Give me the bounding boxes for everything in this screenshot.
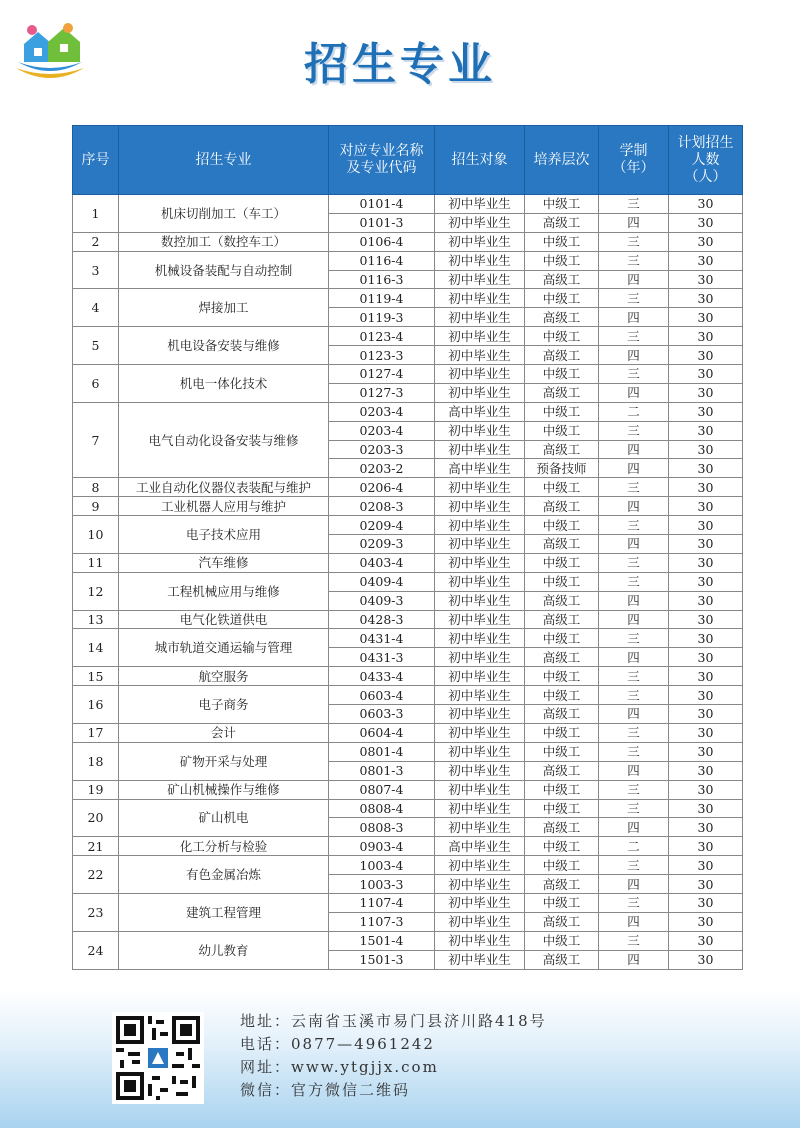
enroll-target: 初中毕业生 [435, 875, 525, 894]
planned-quota: 30 [669, 705, 743, 724]
training-level: 高级工 [525, 912, 599, 931]
training-level: 中级工 [525, 232, 599, 251]
major-code: 0123-4 [329, 327, 435, 346]
planned-quota: 30 [669, 686, 743, 705]
enroll-target: 初中毕业生 [435, 950, 525, 969]
planned-quota: 30 [669, 553, 743, 572]
planned-quota: 30 [669, 856, 743, 875]
table-row [73, 723, 743, 742]
planned-quota: 30 [669, 667, 743, 686]
wechat-text: 微信：官方微信二维码 [240, 1081, 411, 1099]
enroll-target: 初中毕业生 [435, 346, 525, 365]
row-number: 24 [73, 931, 119, 969]
major-code: 0603-3 [329, 705, 435, 724]
planned-quota: 30 [669, 931, 743, 950]
page-title: 招生专业 [304, 39, 496, 90]
study-years: 三 [599, 195, 669, 214]
training-level: 中级工 [525, 780, 599, 799]
major-code: 0209-3 [329, 535, 435, 554]
enroll-target: 初中毕业生 [435, 327, 525, 346]
enroll-target: 初中毕业生 [435, 742, 525, 761]
row-number: 23 [73, 893, 119, 931]
major-code: 0208-3 [329, 497, 435, 516]
table-row [73, 289, 743, 308]
major-name: 工业自动化仪器仪表装配与维护 [119, 478, 329, 497]
enroll-target: 初中毕业生 [435, 799, 525, 818]
major-name: 矿物开采与处理 [119, 742, 329, 780]
study-years: 二 [599, 402, 669, 421]
enroll-target: 初中毕业生 [435, 232, 525, 251]
planned-quota: 30 [669, 572, 743, 591]
study-years: 四 [599, 591, 669, 610]
training-level: 中级工 [525, 629, 599, 648]
table-row [73, 686, 743, 705]
training-level: 中级工 [525, 799, 599, 818]
major-code: 0203-2 [329, 459, 435, 478]
major-name: 建筑工程管理 [119, 893, 329, 931]
enroll-target: 初中毕业生 [435, 270, 525, 289]
major-code: 0203-3 [329, 440, 435, 459]
row-number: 13 [73, 610, 119, 629]
major-code: 0106-4 [329, 232, 435, 251]
table-row [73, 402, 743, 421]
planned-quota: 30 [669, 799, 743, 818]
table-row [73, 553, 743, 572]
planned-quota: 30 [669, 383, 743, 402]
table-body [73, 195, 743, 970]
major-code: 0433-4 [329, 667, 435, 686]
training-level: 高级工 [525, 648, 599, 667]
major-name: 工业机器人应用与维护 [119, 497, 329, 516]
row-number: 6 [73, 365, 119, 403]
header-quota: 计划招生 人数 （人） [669, 126, 743, 195]
major-name: 数控加工（数控车工） [119, 232, 329, 251]
row-number: 7 [73, 402, 119, 478]
training-level: 中级工 [525, 553, 599, 572]
major-code: 1107-4 [329, 893, 435, 912]
planned-quota: 30 [669, 893, 743, 912]
planned-quota: 30 [669, 742, 743, 761]
enroll-target: 初中毕业生 [435, 365, 525, 384]
enroll-target: 初中毕业生 [435, 497, 525, 516]
training-level: 中级工 [525, 478, 599, 497]
study-years: 四 [599, 383, 669, 402]
training-level: 预备技师 [525, 459, 599, 478]
planned-quota: 30 [669, 818, 743, 837]
table-row [73, 327, 743, 346]
table-row [73, 931, 743, 950]
major-name: 机床切削加工（车工） [119, 195, 329, 233]
header-target: 招生对象 [435, 126, 525, 195]
study-years: 三 [599, 723, 669, 742]
planned-quota: 30 [669, 478, 743, 497]
table-row [73, 516, 743, 535]
planned-quota: 30 [669, 780, 743, 799]
planned-quota: 30 [669, 629, 743, 648]
major-code: 0431-4 [329, 629, 435, 648]
study-years: 三 [599, 289, 669, 308]
study-years: 三 [599, 421, 669, 440]
study-years: 二 [599, 837, 669, 856]
study-years: 四 [599, 459, 669, 478]
major-code: 0801-3 [329, 761, 435, 780]
planned-quota: 30 [669, 723, 743, 742]
major-code: 0431-3 [329, 648, 435, 667]
major-name: 矿山机械操作与维修 [119, 780, 329, 799]
study-years: 四 [599, 705, 669, 724]
table-row [73, 629, 743, 648]
table-row [73, 780, 743, 799]
website-text[interactable]: 网址：www.ytgjjx.com [240, 1058, 439, 1076]
enroll-target: 初中毕业生 [435, 421, 525, 440]
study-years: 三 [599, 780, 669, 799]
row-number: 22 [73, 856, 119, 894]
header-level: 培养层次 [525, 126, 599, 195]
study-years: 三 [599, 251, 669, 270]
major-code: 0127-4 [329, 365, 435, 384]
enroll-target: 初中毕业生 [435, 516, 525, 535]
table-row [73, 667, 743, 686]
planned-quota: 30 [669, 516, 743, 535]
planned-quota: 30 [669, 289, 743, 308]
major-code: 0604-4 [329, 723, 435, 742]
planned-quota: 30 [669, 459, 743, 478]
study-years: 四 [599, 213, 669, 232]
major-code: 0101-3 [329, 213, 435, 232]
study-years: 三 [599, 365, 669, 384]
major-name: 城市轨道交通运输与管理 [119, 629, 329, 667]
major-code: 0203-4 [329, 421, 435, 440]
row-number: 11 [73, 553, 119, 572]
table-row [73, 856, 743, 875]
enroll-target: 初中毕业生 [435, 893, 525, 912]
major-code: 1501-3 [329, 950, 435, 969]
planned-quota: 30 [669, 440, 743, 459]
enroll-target: 初中毕业生 [435, 610, 525, 629]
major-code: 0123-3 [329, 346, 435, 365]
study-years: 三 [599, 553, 669, 572]
enroll-target: 初中毕业生 [435, 289, 525, 308]
major-name: 汽车维修 [119, 553, 329, 572]
training-level: 高级工 [525, 383, 599, 402]
planned-quota: 30 [669, 195, 743, 214]
row-number: 14 [73, 629, 119, 667]
address-text: 地址：云南省玉溪市易门县济川路418号 [240, 1012, 547, 1030]
enroll-target: 高中毕业生 [435, 402, 525, 421]
training-level: 中级工 [525, 365, 599, 384]
major-code: 1501-4 [329, 931, 435, 950]
major-code: 0409-4 [329, 572, 435, 591]
training-level: 中级工 [525, 856, 599, 875]
planned-quota: 30 [669, 327, 743, 346]
training-level: 中级工 [525, 572, 599, 591]
major-name: 焊接加工 [119, 289, 329, 327]
study-years: 三 [599, 893, 669, 912]
enroll-target: 初中毕业生 [435, 629, 525, 648]
planned-quota: 30 [669, 761, 743, 780]
major-code: 0807-4 [329, 780, 435, 799]
header-code: 对应专业名称 及专业代码 [329, 126, 435, 195]
enroll-target: 初中毕业生 [435, 478, 525, 497]
planned-quota: 30 [669, 346, 743, 365]
enroll-target: 初中毕业生 [435, 572, 525, 591]
training-level: 中级工 [525, 686, 599, 705]
wechat-qr-code [112, 1012, 204, 1104]
table-row [73, 365, 743, 384]
training-level: 高级工 [525, 761, 599, 780]
study-years: 三 [599, 667, 669, 686]
study-years: 四 [599, 912, 669, 931]
training-level: 中级工 [525, 289, 599, 308]
row-number: 1 [73, 195, 119, 233]
study-years: 四 [599, 497, 669, 516]
enroll-target: 初中毕业生 [435, 383, 525, 402]
major-code: 0119-3 [329, 308, 435, 327]
study-years: 四 [599, 440, 669, 459]
header-years: 学制 （年） [599, 126, 669, 195]
planned-quota: 30 [669, 497, 743, 516]
major-name: 电子技术应用 [119, 516, 329, 554]
row-number: 9 [73, 497, 119, 516]
study-years: 三 [599, 572, 669, 591]
planned-quota: 30 [669, 591, 743, 610]
row-number: 2 [73, 232, 119, 251]
table-row [73, 478, 743, 497]
major-name: 电气自动化设备安装与维修 [119, 402, 329, 478]
major-code: 1003-3 [329, 875, 435, 894]
enroll-target: 初中毕业生 [435, 761, 525, 780]
major-code: 0903-4 [329, 837, 435, 856]
enroll-target: 初中毕业生 [435, 591, 525, 610]
study-years: 四 [599, 535, 669, 554]
study-years: 四 [599, 818, 669, 837]
major-name: 会计 [119, 723, 329, 742]
enroll-target: 初中毕业生 [435, 440, 525, 459]
enroll-target: 初中毕业生 [435, 213, 525, 232]
study-years: 四 [599, 346, 669, 365]
major-code: 0808-3 [329, 818, 435, 837]
major-name: 工程机械应用与维修 [119, 572, 329, 610]
major-name: 有色金属冶炼 [119, 856, 329, 894]
major-code: 0116-3 [329, 270, 435, 289]
study-years: 四 [599, 610, 669, 629]
major-code: 0801-4 [329, 742, 435, 761]
row-number: 4 [73, 289, 119, 327]
planned-quota: 30 [669, 648, 743, 667]
training-level: 中级工 [525, 742, 599, 761]
training-level: 中级工 [525, 402, 599, 421]
enroll-target: 初中毕业生 [435, 818, 525, 837]
major-name: 电气化铁道供电 [119, 610, 329, 629]
study-years: 三 [599, 327, 669, 346]
training-level: 中级工 [525, 421, 599, 440]
enroll-target: 初中毕业生 [435, 251, 525, 270]
table-row [73, 195, 743, 214]
study-years: 三 [599, 931, 669, 950]
training-level: 中级工 [525, 667, 599, 686]
table-row [73, 497, 743, 516]
training-level: 高级工 [525, 213, 599, 232]
study-years: 四 [599, 308, 669, 327]
major-code: 0209-4 [329, 516, 435, 535]
major-code: 0127-3 [329, 383, 435, 402]
training-level: 高级工 [525, 308, 599, 327]
planned-quota: 30 [669, 535, 743, 554]
majors-table [72, 125, 743, 970]
major-code: 0403-4 [329, 553, 435, 572]
table-row [73, 799, 743, 818]
training-level: 中级工 [525, 723, 599, 742]
planned-quota: 30 [669, 421, 743, 440]
header-no: 序号 [73, 126, 119, 195]
planned-quota: 30 [669, 232, 743, 251]
row-number: 16 [73, 686, 119, 724]
enroll-target: 初中毕业生 [435, 195, 525, 214]
training-level: 中级工 [525, 893, 599, 912]
contact-info [240, 1010, 547, 1102]
enroll-target: 初中毕业生 [435, 723, 525, 742]
training-level: 中级工 [525, 195, 599, 214]
major-code: 0808-4 [329, 799, 435, 818]
row-number: 18 [73, 742, 119, 780]
row-number: 8 [73, 478, 119, 497]
major-code: 0101-4 [329, 195, 435, 214]
major-name: 矿山机电 [119, 799, 329, 837]
major-name: 机电一体化技术 [119, 365, 329, 403]
major-code: 0203-4 [329, 402, 435, 421]
training-level: 中级工 [525, 837, 599, 856]
study-years: 三 [599, 629, 669, 648]
major-code: 1003-4 [329, 856, 435, 875]
planned-quota: 30 [669, 365, 743, 384]
training-level: 高级工 [525, 705, 599, 724]
study-years: 三 [599, 232, 669, 251]
major-code: 0428-3 [329, 610, 435, 629]
enroll-target: 初中毕业生 [435, 780, 525, 799]
table-row [73, 610, 743, 629]
phone-text: 电话：0877—4961242 [240, 1035, 435, 1053]
planned-quota: 30 [669, 402, 743, 421]
study-years: 四 [599, 875, 669, 894]
table-header-row [73, 126, 743, 195]
enroll-target: 初中毕业生 [435, 912, 525, 931]
training-level: 中级工 [525, 327, 599, 346]
planned-quota: 30 [669, 875, 743, 894]
table-row [73, 232, 743, 251]
study-years: 四 [599, 950, 669, 969]
enroll-target: 初中毕业生 [435, 667, 525, 686]
planned-quota: 30 [669, 912, 743, 931]
row-number: 12 [73, 572, 119, 610]
header-major: 招生专业 [119, 126, 329, 195]
training-level: 高级工 [525, 875, 599, 894]
row-number: 17 [73, 723, 119, 742]
enroll-target: 初中毕业生 [435, 705, 525, 724]
table-row [73, 742, 743, 761]
major-code: 0603-4 [329, 686, 435, 705]
major-code: 0119-4 [329, 289, 435, 308]
study-years: 三 [599, 516, 669, 535]
training-level: 高级工 [525, 497, 599, 516]
table-row [73, 251, 743, 270]
planned-quota: 30 [669, 251, 743, 270]
row-number: 20 [73, 799, 119, 837]
study-years: 三 [599, 742, 669, 761]
planned-quota: 30 [669, 950, 743, 969]
table-row [73, 572, 743, 591]
enroll-target: 初中毕业生 [435, 931, 525, 950]
enroll-target: 初中毕业生 [435, 686, 525, 705]
enroll-target: 初中毕业生 [435, 648, 525, 667]
major-code: 0409-3 [329, 591, 435, 610]
table-row [73, 893, 743, 912]
training-level: 高级工 [525, 535, 599, 554]
planned-quota: 30 [669, 213, 743, 232]
enroll-target: 初中毕业生 [435, 856, 525, 875]
training-level: 中级工 [525, 251, 599, 270]
row-number: 5 [73, 327, 119, 365]
enroll-target: 高中毕业生 [435, 459, 525, 478]
row-number: 19 [73, 780, 119, 799]
planned-quota: 30 [669, 610, 743, 629]
study-years: 三 [599, 686, 669, 705]
training-level: 中级工 [525, 931, 599, 950]
training-level: 高级工 [525, 270, 599, 289]
major-code: 1107-3 [329, 912, 435, 931]
training-level: 中级工 [525, 516, 599, 535]
study-years: 三 [599, 856, 669, 875]
study-years: 四 [599, 270, 669, 289]
enroll-target: 初中毕业生 [435, 308, 525, 327]
row-number: 21 [73, 837, 119, 856]
enroll-target: 高中毕业生 [435, 837, 525, 856]
major-code: 0206-4 [329, 478, 435, 497]
study-years: 三 [599, 799, 669, 818]
planned-quota: 30 [669, 308, 743, 327]
study-years: 四 [599, 761, 669, 780]
major-name: 幼儿教育 [119, 931, 329, 969]
study-years: 三 [599, 478, 669, 497]
training-level: 高级工 [525, 818, 599, 837]
training-level: 高级工 [525, 440, 599, 459]
major-code: 0116-4 [329, 251, 435, 270]
enroll-target: 初中毕业生 [435, 535, 525, 554]
major-name: 化工分析与检验 [119, 837, 329, 856]
row-number: 15 [73, 667, 119, 686]
study-years: 四 [599, 648, 669, 667]
major-name: 电子商务 [119, 686, 329, 724]
planned-quota: 30 [669, 837, 743, 856]
training-level: 高级工 [525, 950, 599, 969]
major-name: 航空服务 [119, 667, 329, 686]
major-name: 机械设备装配与自动控制 [119, 251, 329, 289]
major-name: 机电设备安装与维修 [119, 327, 329, 365]
training-level: 高级工 [525, 591, 599, 610]
row-number: 10 [73, 516, 119, 554]
row-number: 3 [73, 251, 119, 289]
planned-quota: 30 [669, 270, 743, 289]
enroll-target: 初中毕业生 [435, 553, 525, 572]
table-row [73, 837, 743, 856]
training-level: 高级工 [525, 610, 599, 629]
training-level: 高级工 [525, 346, 599, 365]
